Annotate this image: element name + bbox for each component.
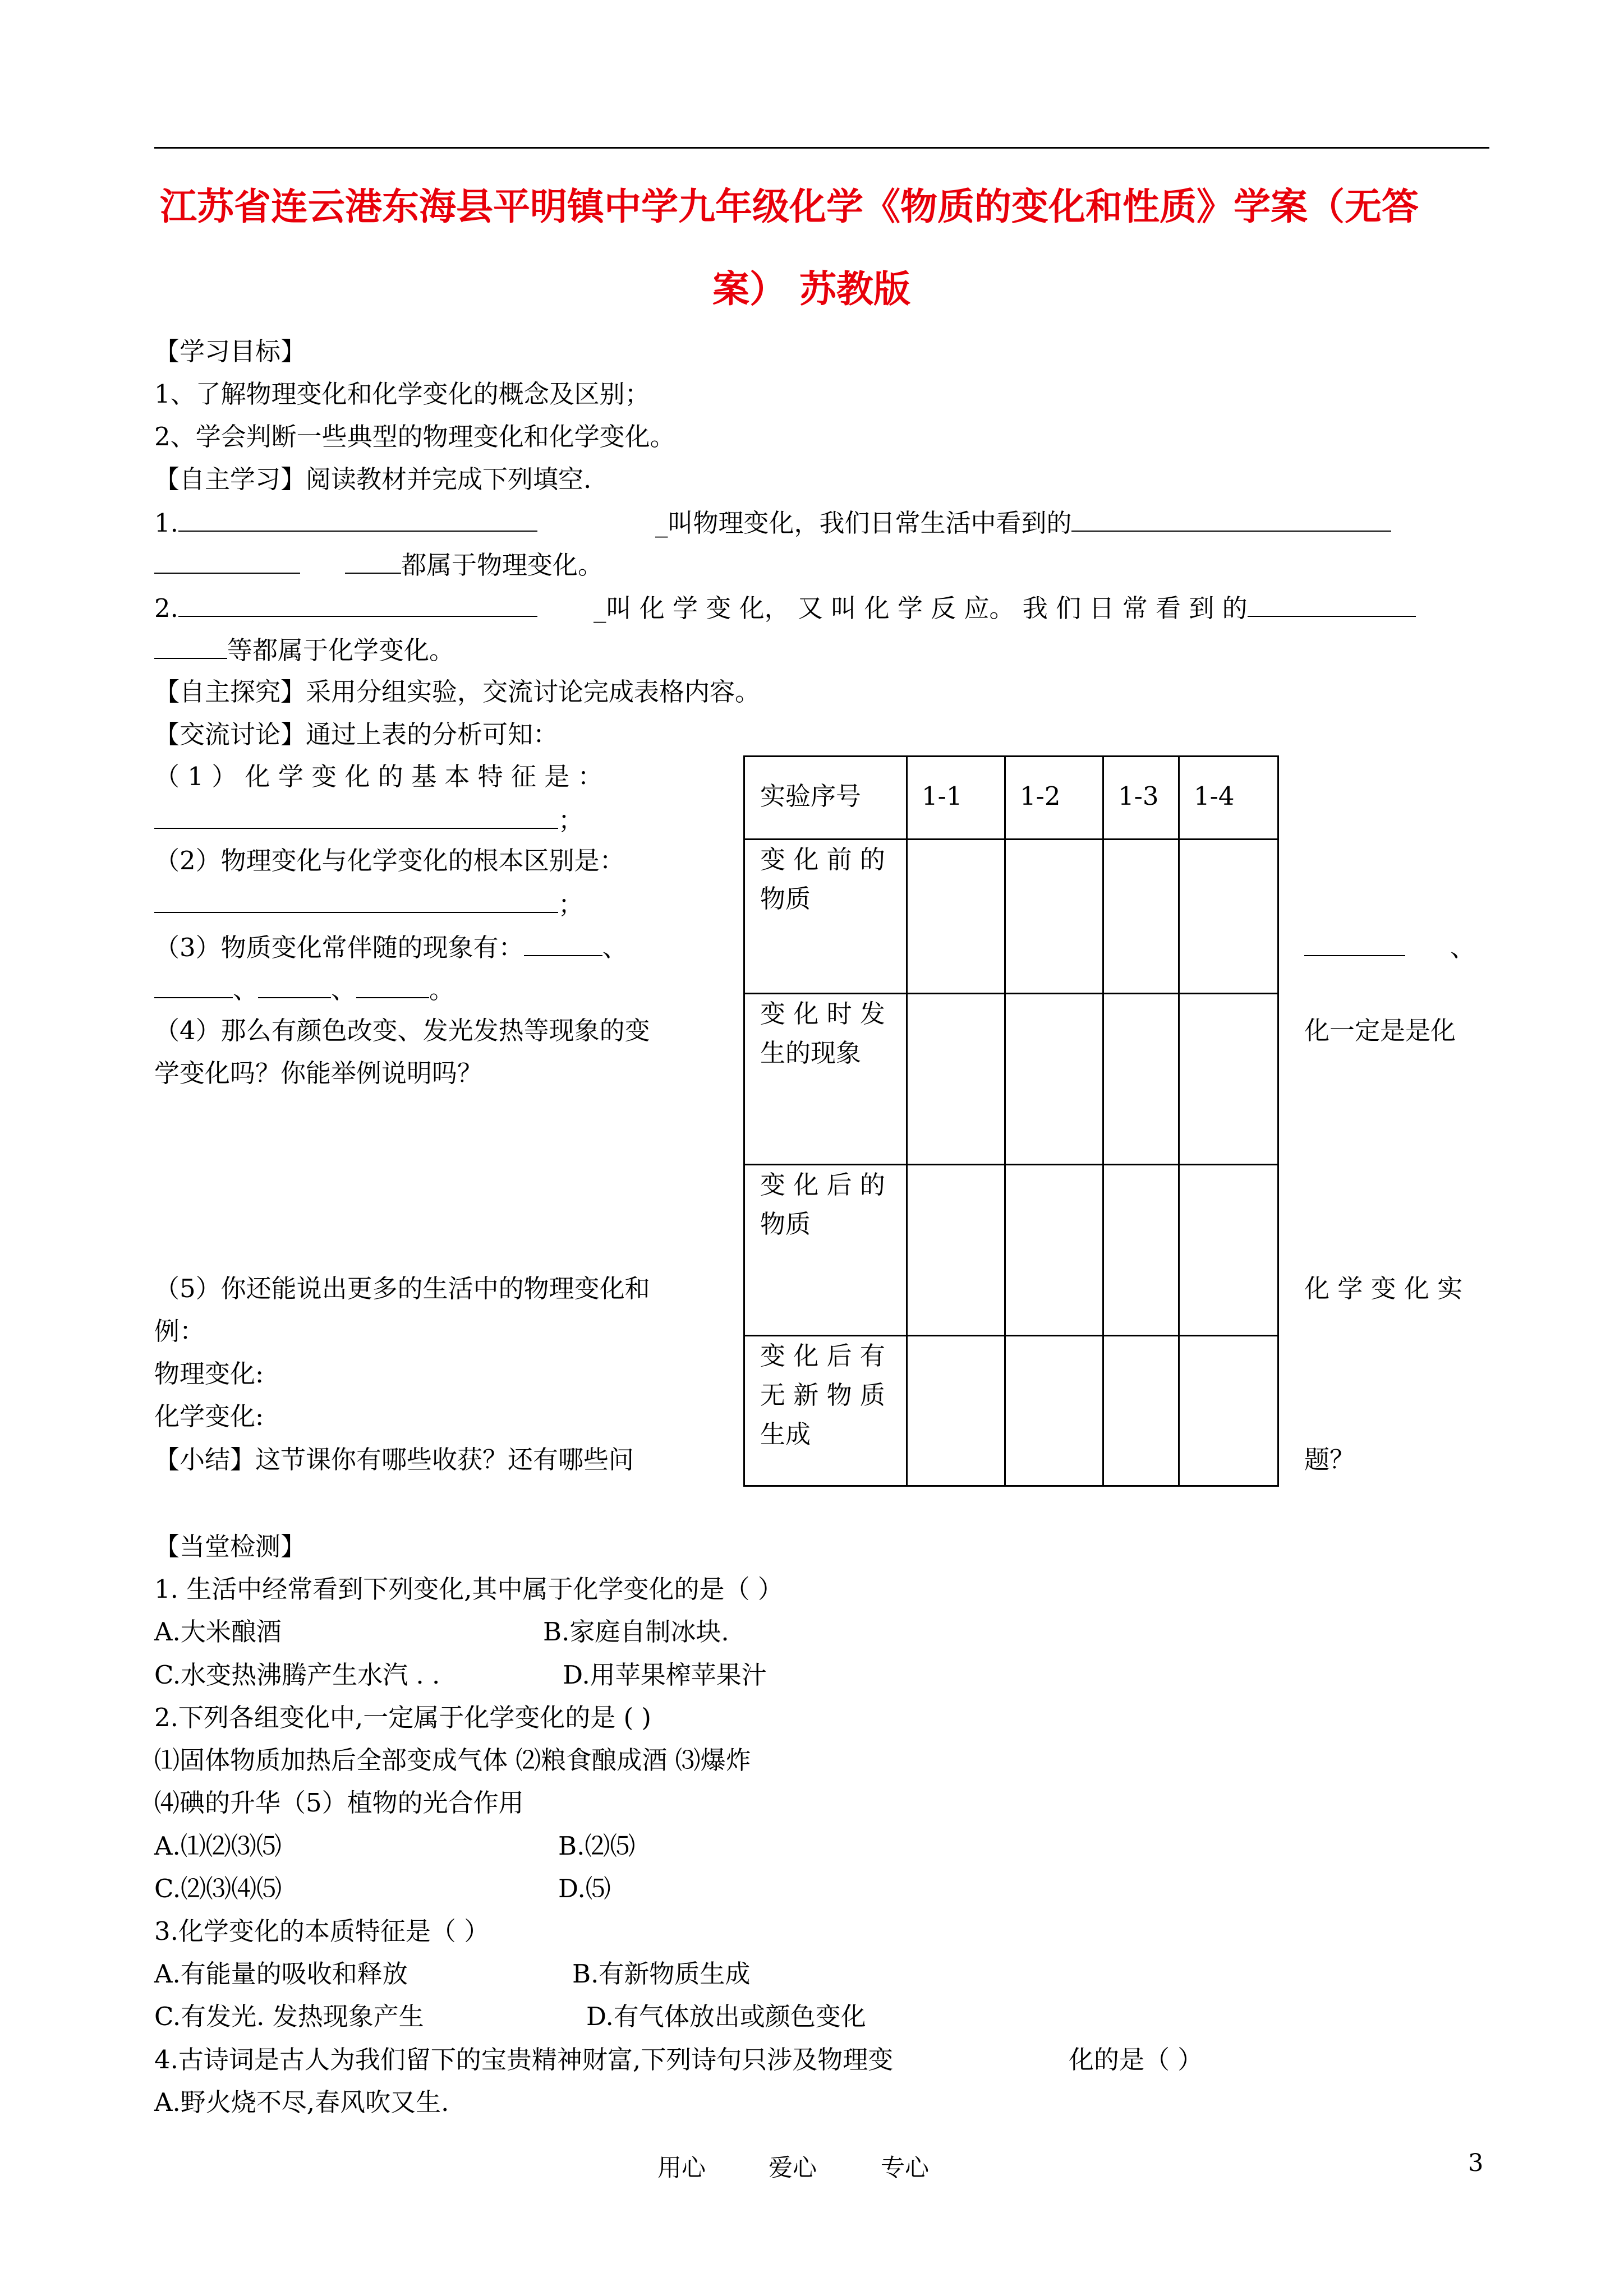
table-row-label: [760, 1336, 885, 1454]
blank-chemical-examples-cont[interactable]: [154, 632, 227, 659]
table-header-cell: 1-1: [922, 781, 963, 811]
footer-word: 爱心: [769, 2154, 817, 2182]
table-row-label: [760, 1165, 885, 1244]
row-label-line: 变 化 后 有: [760, 1341, 885, 1371]
row-label-line: 变 化 后 的: [760, 1170, 885, 1200]
table-divider-col: [1102, 755, 1104, 1487]
discuss-q2-end: ；: [558, 889, 584, 919]
row-label-line: 变 化 时 发: [760, 999, 885, 1029]
blank-physical-definition[interactable]: [178, 505, 537, 532]
table-row-label: [760, 840, 885, 919]
quiz-q3: 3.化学变化的本质特征是（ ）: [154, 1916, 490, 1946]
table-divider-col: [1004, 755, 1006, 1487]
fill-q2-ending: 等都属于化学变化。: [227, 635, 455, 665]
quiz-q3-option-c: C.有发光. 发热现象产生: [154, 2002, 424, 2031]
quiz-q2-option-c: C.⑵⑶⑷⑸: [154, 1874, 282, 1903]
row-label-line: 变 化 前 的: [760, 845, 885, 874]
quiz-q2-option-b: B.⑵⑸: [558, 1831, 636, 1861]
table-header-cell: 1-2: [1020, 781, 1061, 811]
discuss-heading: 【交流讨论】通过上表的分析可知：: [154, 720, 559, 749]
fill-q2-number: 2.: [154, 593, 178, 623]
discuss-q3-right: [1304, 929, 1475, 965]
blank-phenomenon-right[interactable]: [1304, 929, 1405, 956]
table-header-cell: 实验序号: [760, 781, 862, 811]
document-title-line1: 江苏省连云港东海县平明镇中学九年级化学《物质的变化和性质》学案（无答: [160, 185, 1419, 228]
fill-q2-line1: [154, 590, 1416, 625]
fill-q2-line2: [154, 632, 454, 667]
quiz-q3-option-a: A.有能量的吸收和释放: [154, 1959, 408, 1989]
blank-chemical-examples[interactable]: [1248, 590, 1416, 617]
fill-q1-ending: 都属于物理变化。: [401, 550, 604, 580]
discuss-q3-sep3: 、: [331, 975, 357, 1004]
quiz-q2: 2.下列各组变化中,一定属于化学变化的是 ( ): [154, 1703, 651, 1732]
goal-item-2: 2、学会判断一些典型的物理变化和化学变化。: [154, 422, 675, 451]
blank-fundamental-difference[interactable]: [154, 886, 558, 913]
row-label-line: 物质: [760, 884, 811, 914]
header-rule: [154, 147, 1489, 149]
table-row-label: [760, 994, 885, 1073]
quiz-q3-option-b: B.有新物质生成: [572, 1959, 751, 1989]
fill-q1-line1: [154, 505, 1391, 540]
discuss-q2-answer: [154, 886, 583, 921]
quiz-q1-option-c: C.水变热沸腾产生水汽 . .: [154, 1660, 440, 1690]
row-label-line: 生的现象: [760, 1038, 862, 1068]
table-divider-col: [906, 755, 908, 1487]
blank-chemical-feature[interactable]: [154, 802, 558, 829]
blank-chemical-definition[interactable]: [178, 590, 537, 617]
discuss-q3-sep: 、: [602, 933, 628, 962]
quiz-q2-items-1: ⑴固体物质加热后全部变成气体 ⑵粮食酿成酒 ⑶爆炸: [154, 1745, 751, 1775]
blank-physical-examples[interactable]: [1071, 505, 1391, 532]
chemical-change-label: 化学变化:: [154, 1401, 264, 1431]
goal-item-1: 1、了解物理变化和化学变化的概念及区别；: [154, 379, 650, 409]
self-study-heading: 【自主学习】阅读教材并完成下列填空.: [154, 464, 592, 494]
quiz-q1: 1. 生活中经常看到下列变化,其中属于化学变化的是（ ）: [154, 1574, 783, 1604]
discuss-q3-end: 。: [429, 975, 455, 1004]
discuss-q3-sep2: 、: [233, 975, 259, 1004]
footer-word: 专心: [881, 2154, 929, 2182]
quiz-heading: 【当堂检测】: [154, 1532, 306, 1561]
blank-phenomenon-1[interactable]: [524, 929, 602, 956]
discuss-q5-line1: （5）你还能说出更多的生活中的物理变化和: [154, 1274, 650, 1303]
discuss-q4-right: 化一定是是化: [1304, 1016, 1456, 1045]
fill-q1-text: _叫物理变化，我们日常生活中看到的: [655, 508, 1072, 538]
discuss-q2: （2）物理变化与化学变化的根本区别是：: [154, 846, 625, 875]
document-title-line2: 案） 苏教版: [712, 268, 910, 311]
footer-word: 用心: [657, 2154, 706, 2182]
table-divider-col: [1178, 755, 1180, 1487]
row-label-line: 无 新 物 质: [760, 1380, 885, 1410]
discuss-q1-end: ；: [558, 805, 584, 835]
quiz-q2-option-a: A.⑴⑵⑶⑸: [154, 1831, 282, 1861]
fill-q1-line2: [154, 547, 603, 582]
discuss-q3-line2: [154, 971, 454, 1007]
quiz-q1-option-b: B.家庭自制冰块.: [543, 1617, 729, 1647]
table-header-cell: 1-3: [1118, 781, 1159, 811]
quiz-q1-option-a: A.大米酿酒: [154, 1617, 282, 1647]
quiz-q4: 4.古诗词是古人为我们留下的宝贵精神财富,下列诗句只涉及物理变: [154, 2045, 894, 2074]
table-border-right: [1277, 755, 1279, 1487]
discuss-q1-answer: [154, 802, 583, 837]
discuss-q3-right-sep: 、: [1450, 933, 1476, 962]
table-border-bottom: [743, 1485, 1279, 1487]
blank-physical-examples-cont[interactable]: [154, 547, 300, 574]
page-number: 3: [1468, 2149, 1484, 2177]
fill-q1-number: 1.: [154, 508, 178, 538]
discuss-q4-line2: 学变化吗？你能举例说明吗？: [154, 1058, 483, 1088]
blank-phenomenon-3[interactable]: [258, 971, 331, 998]
blank-physical-examples-cont2[interactable]: [345, 547, 401, 574]
goals-heading: 【学习目标】: [154, 336, 306, 366]
quiz-q3-option-d: D.有气体放出或颜色变化: [586, 2002, 866, 2031]
discuss-q5-line2: 例：: [154, 1316, 205, 1346]
fill-q2-text: _叫 化 学 变 化， 又 叫 化 学 反 应。 我 们 日 常 看 到 的: [593, 593, 1248, 623]
discuss-q3-text: （3）物质变化常伴随的现象有：: [154, 933, 524, 962]
explore-heading: 【自主探究】采用分组实验，交流讨论完成表格内容。: [154, 677, 761, 707]
table-header-cell: 1-4: [1194, 781, 1235, 811]
blank-phenomenon-2[interactable]: [154, 971, 233, 998]
blank-phenomenon-4[interactable]: [356, 971, 429, 998]
discuss-q4-line1: （4）那么有颜色改变、发光发热等现象的变: [154, 1016, 650, 1045]
quiz-q4-option-a: A.野火烧不尽,春风吹又生.: [154, 2087, 449, 2117]
table-border-left: [743, 755, 745, 1487]
discuss-q5-right: 化 学 变 化 实: [1304, 1274, 1463, 1303]
summary-right: 题？: [1304, 1445, 1355, 1474]
discuss-q1: （ 1 ） 化 学 变 化 的 基 本 特 征 是 ：: [154, 762, 603, 791]
row-label-line: 生成: [760, 1419, 811, 1449]
quiz-q2-items-2: ⑷碘的升华（5）植物的光合作用: [154, 1788, 524, 1818]
row-label-line: 物质: [760, 1209, 811, 1239]
quiz-q4-end: 化的是（ ）: [1069, 2045, 1203, 2074]
discuss-q3: [154, 929, 628, 965]
table-border-top: [743, 755, 1279, 757]
quiz-q1-option-d: D.用苹果榨苹果汁: [563, 1660, 767, 1690]
summary-text: 【小结】这节课你有哪些收获？还有哪些问: [154, 1445, 634, 1474]
quiz-q2-option-d: D.⑸: [558, 1874, 611, 1903]
physical-change-label: 物理变化:: [154, 1359, 264, 1389]
